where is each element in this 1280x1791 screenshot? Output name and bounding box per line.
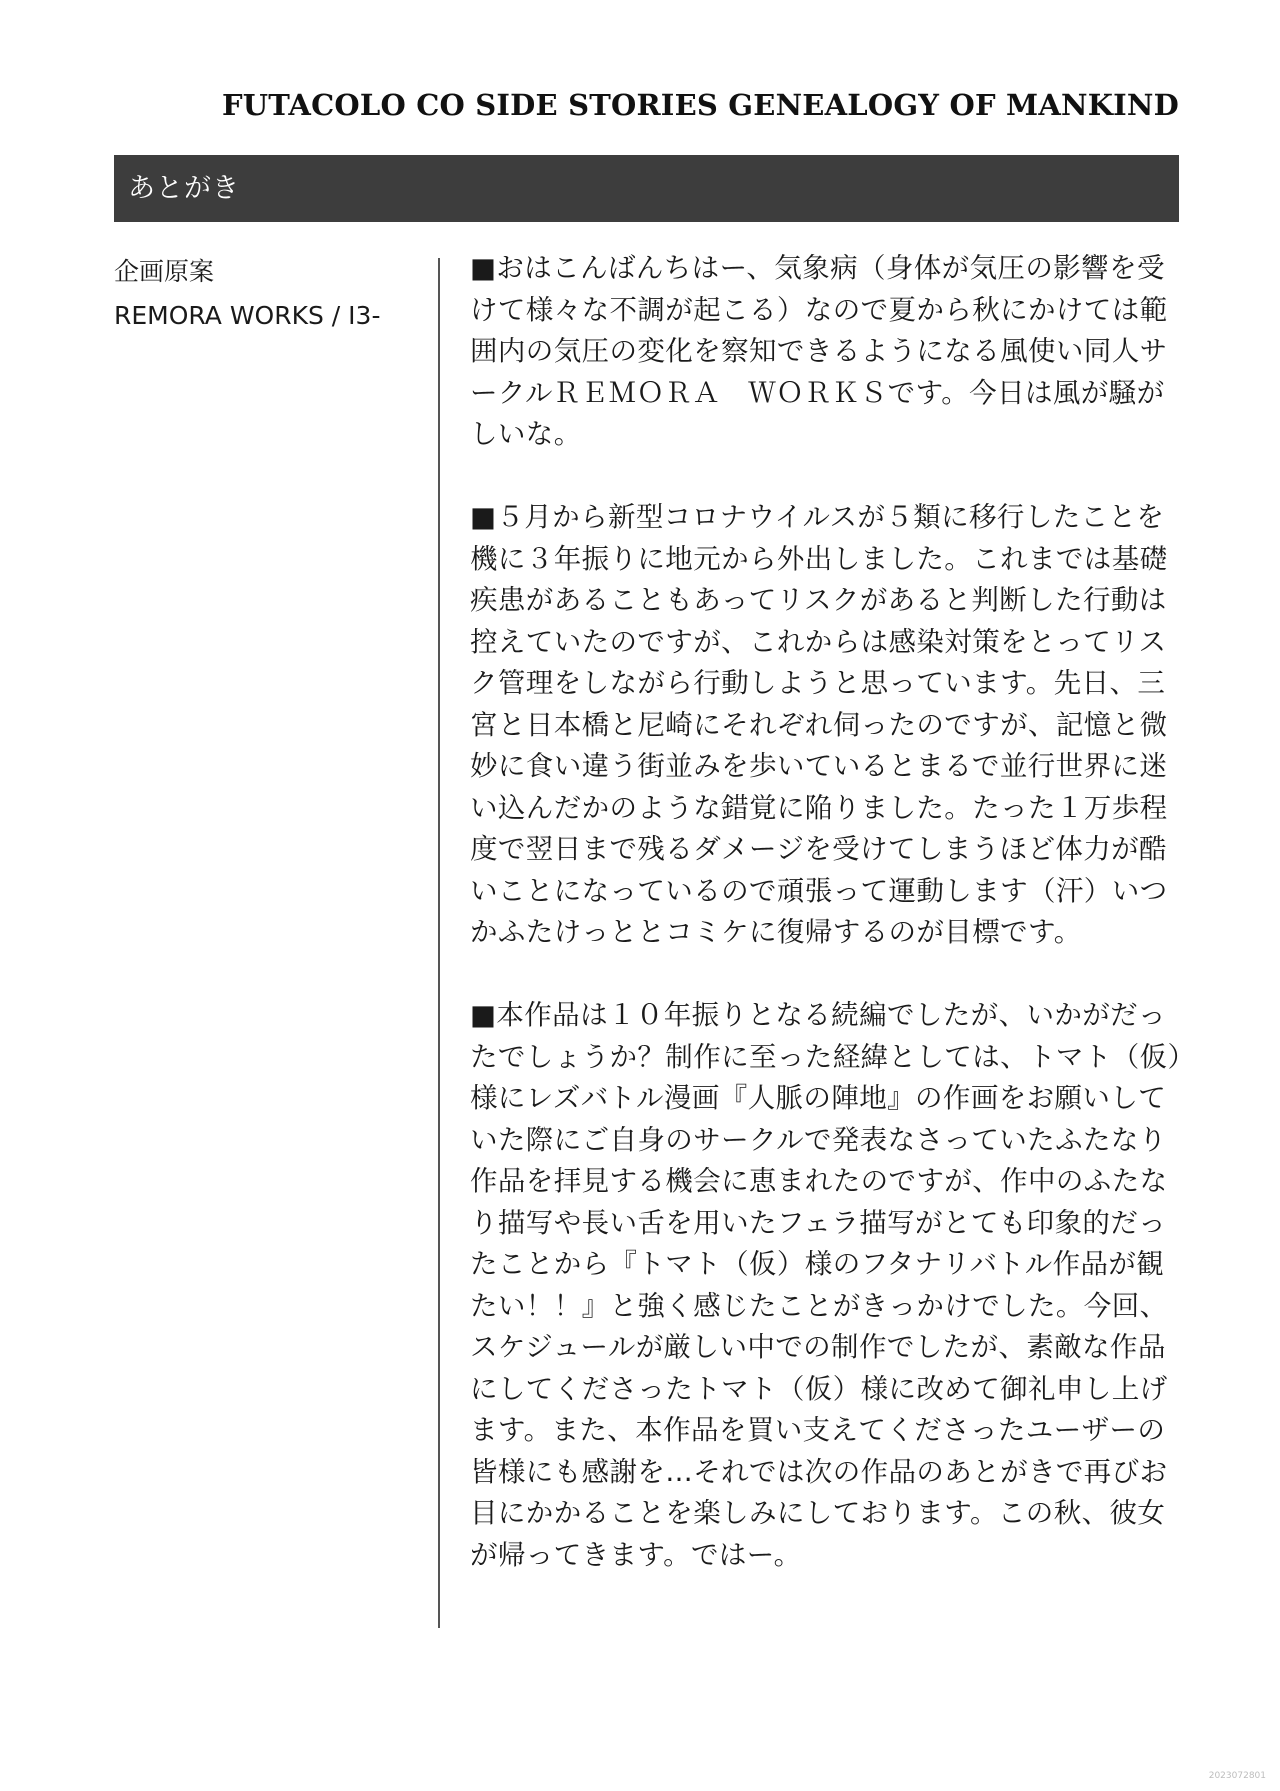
credit-role: 企画原案 bbox=[114, 257, 215, 286]
afterword-paragraph: ■おはこんばんちはー、気象病（身体が気圧の影響を受けて様々な不調が起こる）なので夏から秋にかけては範囲内の気圧の変化を察知できるようになる風使い同人サークルＲＥＭＯＲＡ ＷＯＲＫＳです。今日は風が騒がしいな。 bbox=[470, 252, 1168, 450]
afterword-paragraph: ■本作品は１０年振りとなる続編でしたが、いかがだったでしょうか？制作に至った経緯としては、トマト（仮）様にレズバトル漫画『人脈の陣地』の作画をお願いしていた際にご自身のサークルで発表なさっていたふたなり作品を拝見する機会に恵まれたのですが、作中のふたなり描写や長い舌を用いたフェラ描写がとても印象的だったことから『トマト（仮）様のフタナリバトル作品が観たい！！』と強く感じたことがきっかけでした。今回、スケジュールが厳しい中での制作でしたが、素敵な作品にしてくださったトマト（仮）様に改めて御礼申し上げます。また、本作品を買い支えてくださったユーザーの皆様にも感謝を…それでは次の作品のあとがきで再びお目にかかることを楽しみにしております。この秋、彼女が帰ってきます。ではー。 bbox=[470, 999, 1182, 1571]
afterword-paragraph: ■５月から新型コロナウイルスが５類に移行したことを機に３年振りに地元から外出しました。これまでは基礎疾患があることもあってリスクがあると判断した行動は控えていたのですが、これからは感染対策をとってリスク管理をしながら行動しようと思っています。先日、三宮と日本橋と尼崎にそれぞれ伺ったのですが、記憶と微妙に食い違う街並みを歩いているとまるで並行世界に迷い込んだかのような錯覚に陥りました。たった１万歩程度で翌日まで残るダメージを受けてしまうほど体力が酷いことになっているので頑張って運動します（汗）いつかふたけっととコミケに復帰するのが目標です。 bbox=[470, 501, 1168, 948]
credit-name: REMORA WORKS / I3- bbox=[114, 301, 381, 330]
afterword-body bbox=[470, 248, 1185, 1576]
section-heading: あとがき bbox=[128, 173, 240, 204]
column-divider bbox=[438, 258, 440, 1628]
page-code: 2023072801 bbox=[1208, 1771, 1266, 1781]
page-title: FUTACOLO CO SIDE STORIES GENEALOGY OF MANKIND bbox=[221, 88, 1179, 122]
credits-column bbox=[114, 250, 380, 338]
section-header-bar bbox=[114, 155, 1179, 222]
